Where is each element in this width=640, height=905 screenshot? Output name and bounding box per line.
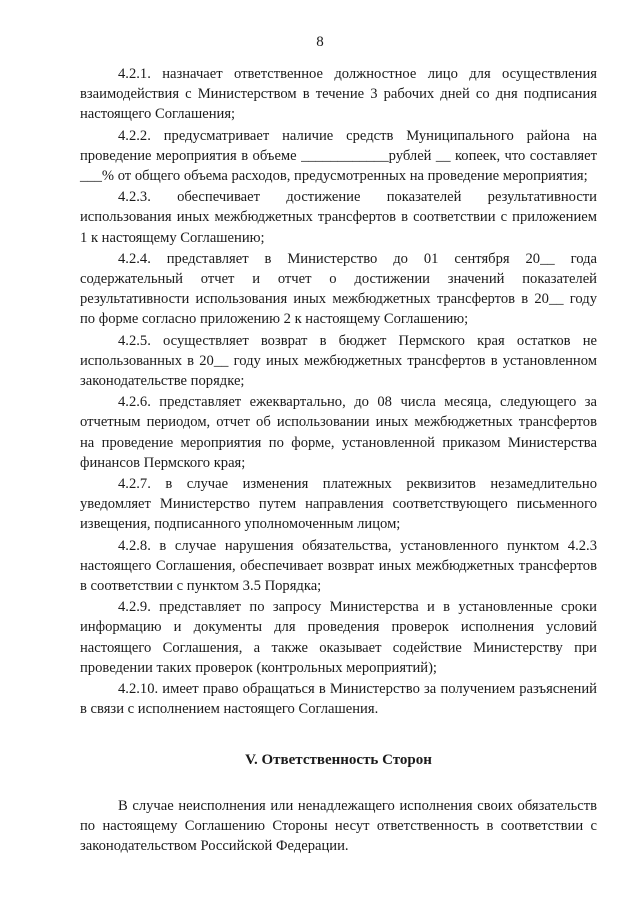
clause-4-2-6: 4.2.6. представляет ежеквартально, до 08 числа месяца, следующего за отчетным периодом, отчет об использовании иных межбюджетных трансфертов на проведение мероприятия по форме, установленной приказом Министерства финансов Пермского края; [80, 394, 597, 471]
clause-4-2-2: 4.2.2. предусматривает наличие средств Муниципального района на проведение мероприятия в объеме ____________рублей __ копеек, что составляет ___% от общего объема расходов, предусмотренных на проведение мероприятия; [80, 127, 597, 185]
page-number: 8 [316, 34, 324, 50]
clause-4-2-7: 4.2.7. в случае изменения платежных реквизитов незамедлительно уведомляет Министерство путем направления соответствующего письменного извещения, подписанного уполномоченным лицом; [80, 476, 597, 533]
clause-4-2-5: 4.2.5. осуществляет возврат в бюджет Пермского края остатков не использованных в 20__ году иных межбюджетных трансфертов в установленном законодательстве порядке; [80, 332, 597, 390]
clause-4-2-1: 4.2.1. назначает ответственное должностное лицо для осуществления взаимодействия с Министерством в течение 3 рабочих дней со дня подписания настоящего Соглашения; [80, 66, 597, 123]
section-title: V. Ответственность Сторон [245, 751, 432, 768]
document-body [80, 64, 597, 856]
clause-4-2-10: 4.2.10. имеет право обращаться в Министерство за получением разъяснений в связи с исполнением настоящего Соглашения. [80, 681, 597, 718]
clause-4-2-8: 4.2.8. в случае нарушения обязательства, установленного пунктом 4.2.3 настоящего Соглашения, обеспечивает возврат иных межбюджетных трансфертов в соответствии с пунктом 3.5 Порядка; [80, 537, 597, 595]
clause-4-2-3: 4.2.3. обеспечивает достижение показателей результативности использования иных межбюджетных трансфертов в соответствии с приложением 1 к настоящему Соглашению; [80, 189, 597, 246]
clause-4-2-9: 4.2.9. представляет по запросу Министерства и в установленные сроки информацию и документы для проведения проверок исполнения условий настоящего Соглашения, а также оказывает содействие Министерству при проведении таких проверок (контрольных мероприятий); [80, 599, 597, 676]
clause-4-2-4: 4.2.4. представляет в Министерство до 01 сентября 20__ года содержательный отчет и отчет о достижении значений показателей результативности использования иных межбюджетных трансфертов в 20__ году по форме согласно приложению 2 к настоящему Соглашению; [80, 250, 597, 328]
section-text: В случае неисполнения или ненадлежащего исполнения своих обязательств по настоящему Соглашению Стороны несут ответственность в соответствии с законодательством Российской Федерации. [80, 797, 597, 855]
